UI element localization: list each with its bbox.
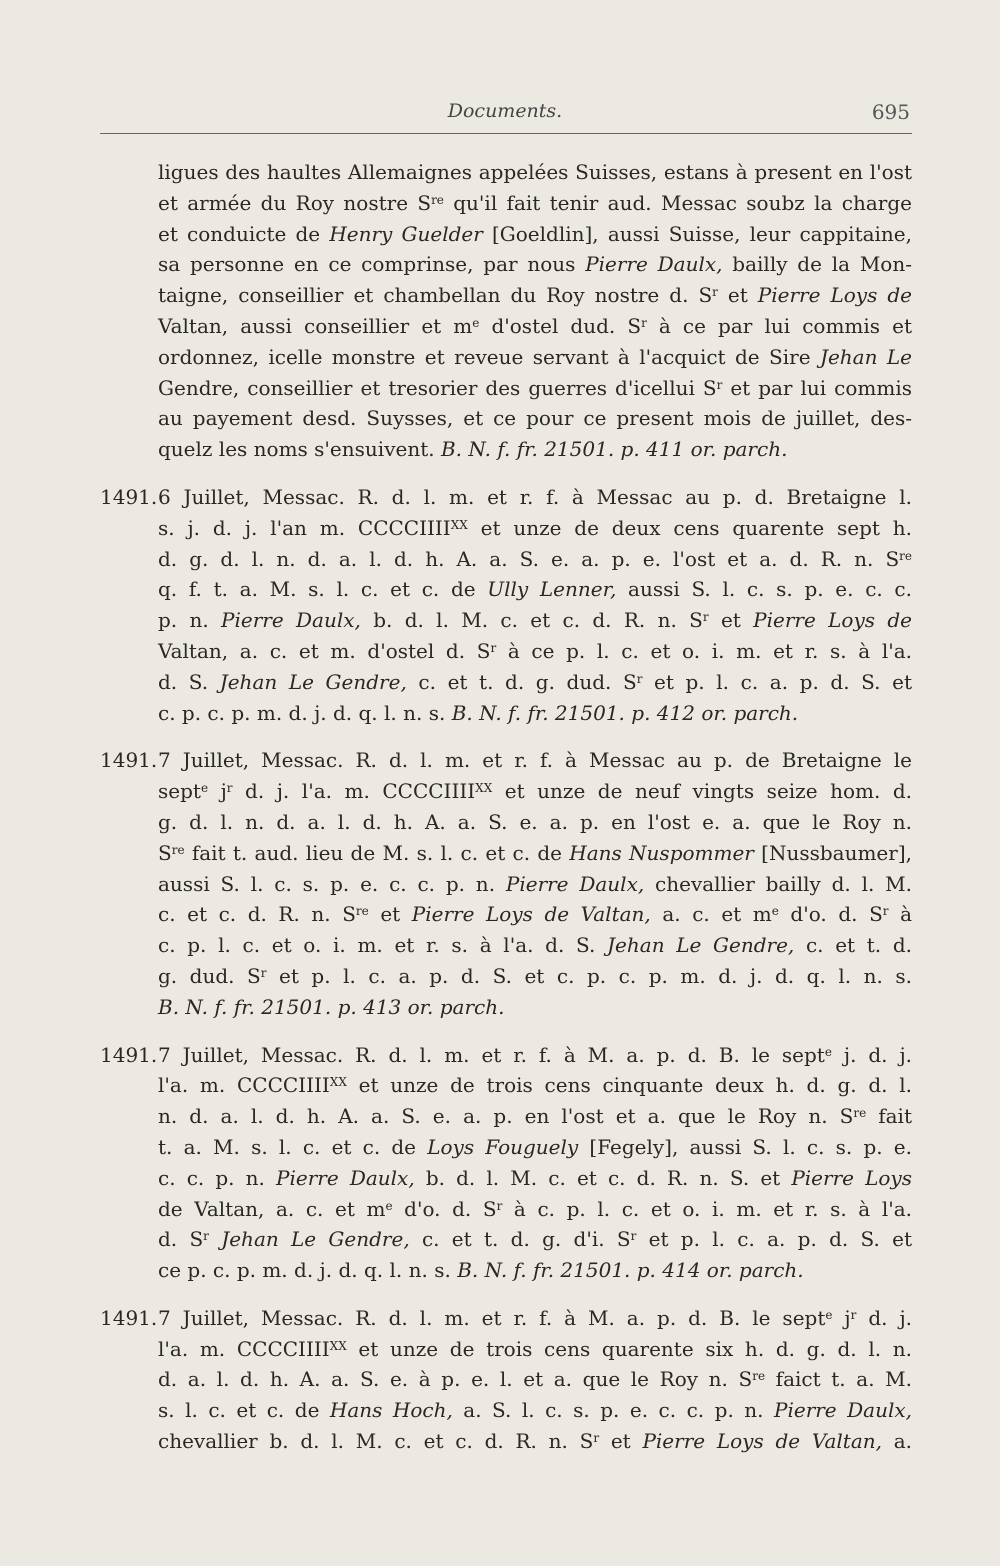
text-line: s. j. d. j. l'an m. $CCCCIIII^{XX}$ et unze de deux cens quarente sept h. xyxy=(158,515,912,540)
entry xyxy=(100,1303,912,1457)
person-name: Henry Guelder xyxy=(329,221,483,246)
person-name: Hans Nuspommer xyxy=(569,840,754,865)
text-line: n. d. a. l. d. h. A. a. S. e. a. p. en l'ost et a. que le Roy n. $S^{re}$ fait xyxy=(158,1104,912,1129)
person-name: Pierre Loys de Valtan, xyxy=(642,1429,882,1454)
person-name: Loys Fouguely xyxy=(427,1134,579,1159)
text-line: quelz les noms s'ensuivent. B. N. f. fr. 21501. p. 411 or. parch. xyxy=(158,437,788,462)
text-line xyxy=(158,992,912,1023)
person-name: Jehan Le Gendre, xyxy=(221,1227,410,1252)
entry-year: 1491. xyxy=(100,748,158,773)
text-line: 7 Juillet, Messac. R. d. l. m. et r. f. à M. a. p. d. B. le sept$^e$ $j^r$ d. j. xyxy=(158,1305,913,1330)
person-name: Hans Hoch, xyxy=(329,1398,453,1423)
text-line: ce p. c. p. m. d. j. d. q. l. n. s. B. N. f. fr. 21501. p. 414 or. parch. xyxy=(158,1258,804,1283)
person-name: Pierre Daulx, xyxy=(276,1165,415,1190)
entry xyxy=(100,1040,912,1286)
person-name: Pierre Loys de xyxy=(757,283,912,308)
text-line: g. dud. $S^r$ et p. l. c. a. p. d. S. et c. p. c. p. m. d. j. d. q. l. n. s. xyxy=(158,963,912,988)
text-line: $S^{re}$ fait t. aud. lieu de M. s. l. c. et c. de Hans Nuspommer [Nussbaumer], xyxy=(158,840,912,865)
source-citation: B. N. f. fr. 21501. p. 412 or. parch. xyxy=(451,700,799,725)
text-line: c. et c. d. R. n. $S^{re}$ et Pierre Loys de Valtan, a. c. et $m^e$ d'o. d. $S^r$ à xyxy=(158,902,913,927)
text-line: d. S. Jehan Le Gendre, c. et t. d. g. dud. $S^r$ et p. l. c. a. p. d. S. et xyxy=(158,669,912,694)
source-citation: B. N. f. fr. 21501. p. 413 or. parch. xyxy=(158,994,505,1019)
body-text xyxy=(100,157,912,1457)
text-line: d. g. d. l. n. d. a. l. d. h. A. a. S. e. a. p. e. l'ost et a. d. R. n. $S^{re}$ xyxy=(158,546,912,571)
person-name: Pierre Daulx, xyxy=(585,252,723,277)
source-citation: B. N. f. fr. 21501. p. 414 or. parch. xyxy=(457,1258,804,1283)
entry xyxy=(100,482,912,728)
entry-year: 1491. xyxy=(100,1305,158,1330)
text-line: p. n. Pierre Daulx, b. d. l. M. c. et c. d. R. n. $S^r$ et Pierre Loys de xyxy=(158,608,912,633)
text-line: s. l. c. et c. de Hans Hoch, a. S. l. c. s. p. e. c. c. p. n. Pierre Daulx, xyxy=(158,1398,912,1423)
text-line: au payement desd. Suysses, et ce pour ce present mois de juillet, des- xyxy=(158,406,912,431)
text-line: sept$^e$ $j^r$ d. j. l'a. m. $CCCCIIII^{XX}$ et unze de neuf vingts seize hom. d. xyxy=(158,779,912,804)
text-line: ligues des haultes Allemaignes appelées Suisses, estans à present en l'ost xyxy=(158,160,912,184)
text-line: t. a. M. s. l. c. et c. de Loys Fouguely [Fegely], aussi S. l. c. s. p. e. xyxy=(158,1134,913,1159)
source-citation: B. N. f. fr. 21501. p. 411 or. parch. xyxy=(440,437,788,462)
text-line: ordonnez, icelle monstre et reveue servant à l'acquict de Sire Jehan Le xyxy=(158,344,912,369)
text-line: c. p. c. p. m. d. j. d. q. l. n. s. B. N. f. fr. 21501. p. 412 or. parch. xyxy=(158,700,799,725)
text-line: et conduicte de Henry Guelder [Goeldlin], aussi Suisse, leur cappitaine, xyxy=(158,221,912,246)
text-line: taigne, conseillier et chambellan du Roy nostre d. $S^r$ et Pierre Loys de xyxy=(158,283,912,308)
text-line: Valtan, aussi conseillier et $m^e$ d'ostel dud. $S^r$ à ce par lui commis et xyxy=(158,313,912,338)
text-line: 7 Juillet, Messac. R. d. l. m. et r. f. à M. a. p. d. B. le sept$^e$ j. d. j. xyxy=(158,1042,912,1067)
text-line: sa personne en ce comprinse, par nous Pierre Daulx, bailly de la Mon- xyxy=(158,252,912,277)
page-number: 695 xyxy=(871,100,910,124)
text-line: 6 Juillet, Messac. R. d. l. m. et r. f. à Messac au p. d. Bretaigne l. xyxy=(158,484,912,509)
header-rule xyxy=(100,133,912,134)
text-line: l'a. m. $CCCCIIII^{XX}$ et unze de trois cens quarente six h. d. g. d. l. n. xyxy=(158,1336,912,1361)
person-name: Ully Lenner, xyxy=(487,577,617,602)
text-line: Gendre, conseillier et tresorier des guerres d'icellui $S^r$ et par lui commis xyxy=(158,375,912,400)
text-line: q. f. t. a. M. s. l. c. et c. de Ully Lenner, aussi S. l. c. s. p. e. c. c. xyxy=(158,577,912,602)
entry xyxy=(100,745,912,1022)
person-name: Jehan Le Gendre, xyxy=(219,669,407,694)
person-name: Jehan Le xyxy=(819,344,912,369)
text-line: chevallier b. d. l. M. c. et c. d. R. n. $S^r$ et Pierre Loys de Valtan, a. xyxy=(158,1429,913,1454)
person-name: Pierre Loys de Valtan, xyxy=(411,902,651,927)
text-line: de Valtan, a. c. et $m^e$ d'o. d. $S^r$ à c. p. l. c. et o. i. m. et r. s. à l'a. xyxy=(158,1196,912,1221)
person-name: Pierre Daulx, xyxy=(221,608,361,633)
text-line: g. d. l. n. d. a. l. d. h. A. a. S. e. a. p. en l'ost e. a. que le Roy n. xyxy=(158,809,912,834)
person-name: Pierre Loys xyxy=(791,1165,912,1190)
entry-year: 1491. xyxy=(100,484,158,509)
text-line: c. c. p. n. Pierre Daulx, b. d. l. M. c. et c. d. R. n. S. et Pierre Loys xyxy=(158,1165,912,1190)
intro-paragraph xyxy=(100,157,912,465)
person-name: Pierre Daulx, xyxy=(774,1398,912,1423)
person-name: Pierre Daulx, xyxy=(505,871,645,896)
person-name: Jehan Le Gendre, xyxy=(607,933,795,958)
entry-year: 1491. xyxy=(100,1042,158,1067)
running-head-title: Documents. xyxy=(447,100,563,122)
text-line: Valtan, a. c. et m. d'ostel d. $S^r$ à ce p. l. c. et o. i. m. et r. s. à l'a. xyxy=(158,638,912,663)
text-line: l'a. m. $CCCCIIII^{XX}$ et unze de trois cens cinquante deux h. d. g. d. l. xyxy=(158,1073,912,1098)
running-head xyxy=(100,100,910,130)
text-line: d. a. l. d. h. A. a. S. e. à p. e. l. et a. que le Roy n. $S^{re}$ faict t. a. M. xyxy=(158,1367,913,1392)
text-line: c. p. l. c. et o. i. m. et r. s. à l'a. d. S. Jehan Le Gendre, c. et t. d. xyxy=(158,933,912,958)
text-line: aussi S. l. c. s. p. e. c. c. p. n. Pierre Daulx, chevallier bailly d. l. M. xyxy=(158,871,912,896)
person-name: Pierre Loys de xyxy=(753,608,912,633)
text-line: et armée du Roy nostre $S^{re}$ qu'il fait tenir aud. Messac soubz la charge xyxy=(158,190,912,215)
text-line: d. $S^r$ Jehan Le Gendre, c. et t. d. g. d'i. $S^r$ et p. l. c. a. p. d. S. et xyxy=(158,1227,913,1252)
text-line: 7 Juillet, Messac. R. d. l. m. et r. f. à Messac au p. de Bretaigne le xyxy=(158,748,912,773)
